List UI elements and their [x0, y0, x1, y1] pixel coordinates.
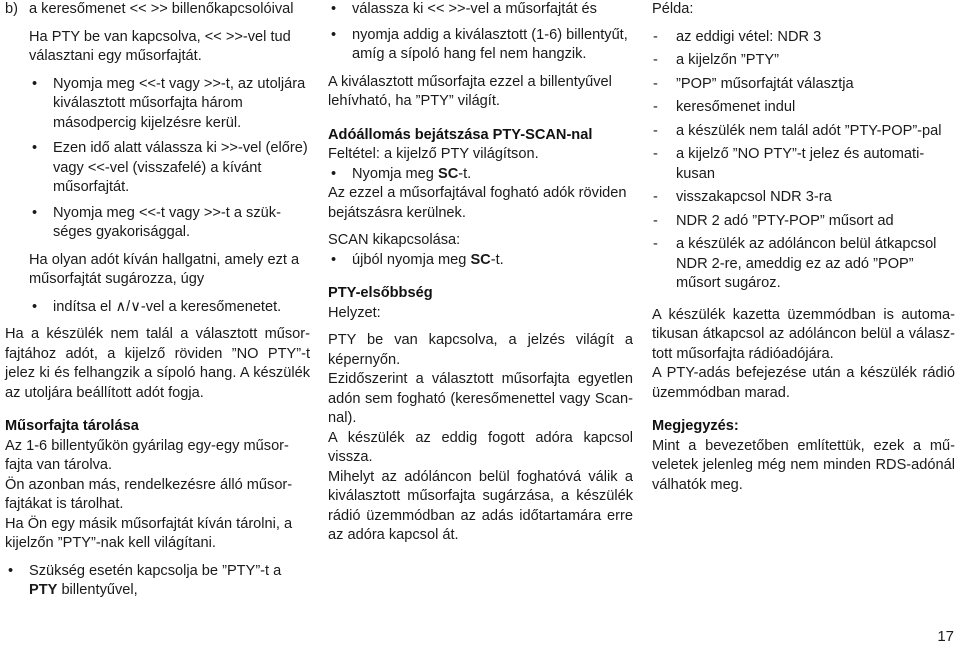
list-item: • válassza ki << >>-vel a műsorfajtát és	[328, 0, 633, 20]
key-label: PTY	[29, 582, 58, 598]
paragraph: A készülék kazetta üzemmódban is automatikusan átkapcsol az adóláncon belül a választott műsorfajta rádióadójára.	[652, 306, 955, 362]
list-item: - a kijelző ”NO PTY”-t jelez és automatikusan	[652, 145, 955, 184]
list-item: • nyomja addig a kiválasztott (1-6) billentyűt, amíg a sípoló hang fel nem hangzik.	[328, 26, 633, 65]
section-b-label: b)	[5, 1, 18, 17]
paragraph: A készülék az eddig fogott adóra kapcsol vissza.	[328, 429, 633, 465]
bullet-list	[328, 251, 633, 271]
list-item: - a készülék az adóláncon belül átkapcsol NDR 2-re, ameddig ez az adó ”POP” műsort sugároz.	[652, 235, 955, 294]
column-middle	[328, 0, 633, 546]
list-item	[328, 165, 633, 185]
paragraph: Az 1-6 billentyűkön gyárilag egy-egy műsorfajta van tárolva.	[5, 437, 289, 473]
example-list	[652, 28, 955, 294]
paragraph: Ha Ön egy másik műsorfajtát kíván tárolni, a kijelzőn ”PTY”-nak kell világítani.	[5, 515, 293, 551]
section-heading: Adóállomás bejátszása PTY-SCAN-nal	[328, 126, 593, 143]
list-item: • Nyomja meg <<-t vagy >>-t a szükséges gyakorisággal.	[29, 204, 310, 243]
paragraph: PTY be van kapcsolva, a jelzés világít a képernyőn.	[328, 332, 633, 368]
paragraph: A kiválasztott műsorfajta ezzel a billentyűvel lehívható, ha ”PTY” világít.	[328, 73, 612, 109]
paragraph: Ha a készülék nem talál a választott műsorfajtához adót, a kijelző röviden ”NO PTY”-t jelez ki és felhangzik a sípoló hang. A készülék az utoljára beállított adót fogja.	[5, 326, 310, 401]
list-item: - az eddigi vétel: NDR 3	[652, 28, 955, 48]
list-item-text: billentyűvel,	[57, 582, 138, 598]
list-item: - a készülék nem talál adót ”PTY-POP”-pal	[652, 122, 955, 142]
list-item: • Nyomja meg <<-t vagy >>-t, az utoljára kiválasztott műsorfajta három másodpercig kijelzésre kerül.	[29, 75, 310, 134]
list-item-text: újból nyomja meg	[352, 251, 471, 268]
key-label: SC	[470, 251, 491, 268]
bullet-list	[29, 298, 310, 318]
bullet-list	[328, 165, 633, 185]
list-item: - a kijelzőn ”PTY”	[652, 51, 955, 71]
paragraph: Mihelyt az adóláncon belül foghatóvá válik a kiválasztott műsorfajta sugárzása, a készülék rádió üzemmódban az adás időtartamára erre az adóra kapcsol át.	[328, 468, 633, 543]
list-item	[328, 251, 633, 271]
column-left	[5, 0, 310, 601]
list-item: - NDR 2 adó ”PTY-POP” műsort ad	[652, 212, 955, 232]
list-item-text: Nyomja meg	[352, 165, 438, 182]
example-label: Példa:	[652, 1, 694, 17]
list-item: • Ezen idő alatt válassza ki >>-vel (előre) vagy <<-vel (visszafelé) a kívánt műsorfajtát.	[29, 139, 310, 198]
section-b-title: a keresőmenet << >> billenőkapcsolóival	[29, 1, 294, 17]
list-item-text: Szükség esetén kapcsolja be ”PTY”-t a	[29, 562, 282, 579]
list-item	[5, 562, 310, 601]
key-label: SC	[437, 165, 459, 182]
paragraph: Ön azonban más, rendelkezésre álló műsorfajtákat is tárolhat.	[5, 476, 293, 512]
list-item: - keresőmenet indul	[652, 98, 955, 118]
section-heading: Műsorfajta tárolása	[5, 418, 139, 434]
list-item: - ”POP” műsorfajtát választja	[652, 75, 955, 95]
paragraph: Helyzet:	[328, 304, 381, 321]
bullet-list	[29, 75, 310, 243]
section-b	[5, 0, 310, 317]
note-text: Mint a bevezetőben említettük, ezek a műveletek jelenleg még nem minden RDS-adónál válhatók meg.	[652, 437, 955, 493]
paragraph: Feltétel: a kijelző PTY világítson.	[328, 146, 539, 162]
note-heading: Megjegyzés:	[652, 418, 739, 434]
paragraph: A PTY-adás befejezése után a készülék rádió üzemmódban marad.	[652, 365, 955, 401]
paragraph: Ezidőszerint a választott műsorfajta egyetlen adón sem fogható (keresőmenettel vagy Scan-nal).	[328, 371, 633, 426]
bullet-list	[328, 0, 633, 65]
bullet-list	[5, 562, 310, 601]
section-b-intro: Ha PTY be van kapcsolva, << >>-vel tud választani egy műsorfajtát.	[29, 28, 291, 64]
section-heading: PTY-elsőbbség	[328, 285, 433, 301]
page-number: 17	[937, 627, 954, 645]
paragraph: SCAN kikapcsolása:	[328, 232, 461, 248]
paragraph: Ha olyan adót kíván hallgatni, amely ezt a műsorfajtát sugározza, úgy	[29, 251, 300, 287]
list-item-text: -t.	[458, 165, 472, 182]
column-right	[652, 0, 955, 495]
list-item: • indítsa el ∧/∨-vel a keresőmenetet.	[29, 298, 310, 318]
list-item: - visszakapcsol NDR 3-ra	[652, 188, 955, 208]
paragraph: Az ezzel a műsorfajtával fogható adók röviden bejátszásra kerülnek.	[328, 185, 627, 221]
list-item-text: -t.	[490, 251, 504, 268]
